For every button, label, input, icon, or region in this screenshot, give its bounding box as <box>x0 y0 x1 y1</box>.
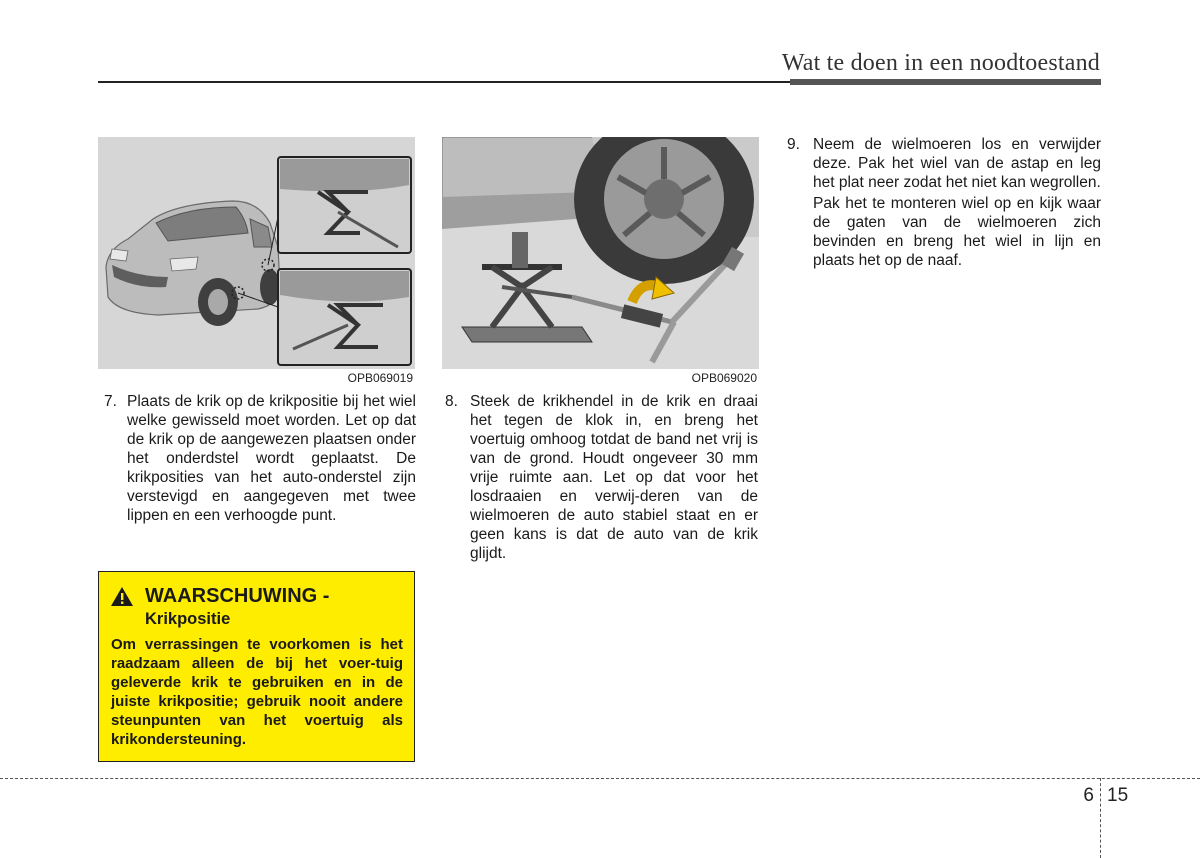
page-header-title: Wat te doen in een noodtoestand <box>781 50 1100 76</box>
step-number: 8. <box>445 393 458 410</box>
chapter-number: 6 <box>1083 785 1094 806</box>
step-number: 9. <box>787 136 800 153</box>
step-number: 7. <box>104 393 117 410</box>
figure-jack-raising <box>442 137 759 387</box>
step-text: Neem de wielmoeren los en verwijder deze. Pak het wiel van de astap en leg het plat neer zodat het niet kan wegrollen. <box>813 136 1101 191</box>
step-text-continued: Pak het te monteren wiel op en kijk waar de gaten van de wielmoeren zich bevinden en breng het wiel in lijn en plaats het op de naaf. <box>813 195 1101 269</box>
car-jack-position-illustration <box>98 137 415 369</box>
footer-divider <box>0 778 1200 779</box>
figure-code: OPB069019 <box>347 371 413 385</box>
warning-body: Om verrassingen te voorkomen is het raadzaam alleen de bij het voer-tuig geleverde krik te gebruiken en in de juiste krikpositie; gebruik nooit andere steunpunten van het voertuig als krikondersteuning. <box>111 636 403 748</box>
step-8 <box>445 392 758 563</box>
jack-raising-illustration <box>442 137 759 369</box>
figure-code: OPB069020 <box>691 371 757 385</box>
warning-box <box>98 571 415 762</box>
warning-triangle-icon <box>111 587 133 606</box>
step-text: Steek de krikhendel in de krik en draai het tegen de klok in, en breng het voertuig omhoog totdat de band net vrij is van de grond. Houdt ongeveer 30 mm vrije ruimte aan. Let op dat voor het losdraaien en verwij-deren van de wielmoeren de auto stabiel staat en er geen kans is dat de auto van de krik glijdt. <box>470 393 758 562</box>
page-number: 15 <box>1107 785 1129 806</box>
step-7 <box>104 392 416 525</box>
footer-vertical-divider <box>1100 778 1101 858</box>
step-text: Plaats de krik op de krikpositie bij het wiel welke gewisseld moet worden. Let op dat de krik op de aangewezen plaatsen onder het onderdstel wordt geplaatst. De krikposities van het auto-onderstel zijn verstevigd en aangegeven met twee lippen en een verhoogde punt. <box>127 393 416 524</box>
step-9 <box>787 135 1101 270</box>
warning-title: WAARSCHUWING - <box>145 585 330 607</box>
figure-jack-positions <box>98 137 415 387</box>
header-rule-accent <box>790 79 1101 85</box>
warning-subtitle: Krikpositie <box>145 610 231 628</box>
